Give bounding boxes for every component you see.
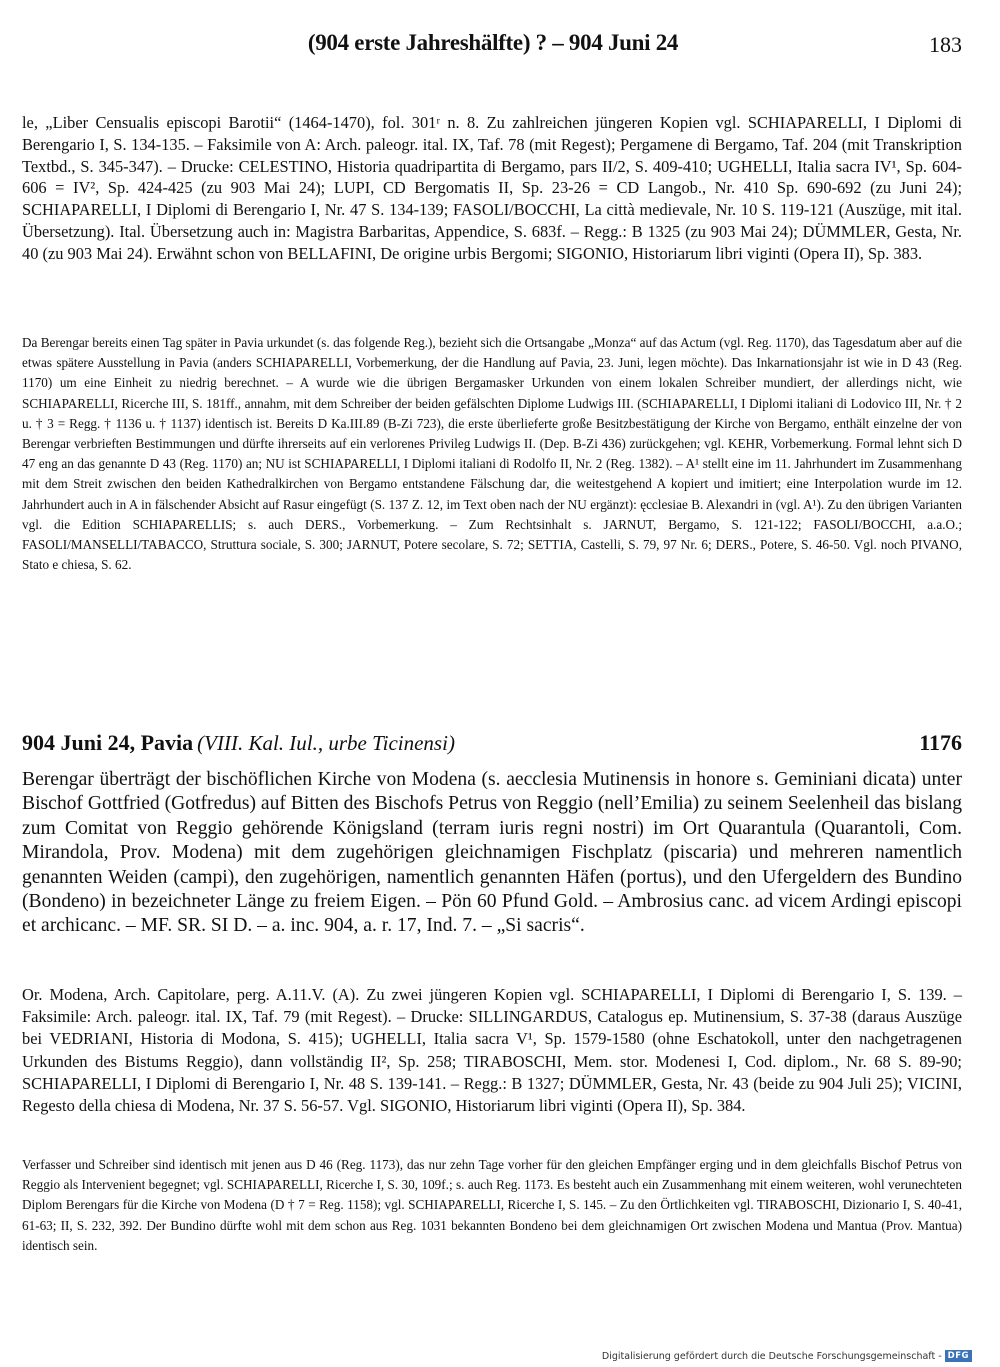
previous-entry-sources	[22, 112, 962, 265]
previous-entry-commentary	[22, 333, 962, 575]
footer-text: Digitalisierung gefördert durch die Deutsche Forschungsgemeinschaft -	[601, 1350, 942, 1362]
entry-number: 1176	[919, 730, 962, 755]
running-head	[24, 30, 962, 66]
entry-sources	[22, 984, 962, 1117]
regest-paragraph: Berengar überträgt der bischöflichen Kirche von Modena (s. aecclesia Mutinensis in honore s. Geminiani dicata) unter Bischof Gottfried (Gotfredus) auf Bitten des Bischofs Petrus von Reggio (nell’Emilia) zu seinem Seelenheil das bislang zum Comitat von Reggio gehörende Königsland (terram iuris regni nostri) im Ort Quarantula (Quarantoli, Com. Mirandola, Prov. Modena) mit dem zugehörigen gleichnamigen Fischplatz (piscaria) und mehreren namentlich genannten Weiden (campi), den zugehörigen, namentlich genannten Häfen (portus), und den Ufergeldern des Bundino (Bondeno) in bezeichneter Länge zu freiem Eigen. – Pön 60 Pfund Gold. – Ambrosius canc. ad vicem Ardingi episcopi et archicanc. – MF. SR. SI D. – a. inc. 904, a. r. 17, Ind. 7. – „Si sacris“.	[22, 769, 962, 937]
page-number: 183	[929, 32, 962, 57]
entry-commentary	[22, 1155, 962, 1256]
entry-date-place: 904 Juni 24, Pavia	[22, 730, 194, 755]
entry-heading	[22, 730, 962, 760]
sources-paragraph: le, „Liber Censualis episcopi Barotii“ (1464-1470), fol. 301ʳ n. 8. Zu zahlreichen jüngeren Kopien vgl. SCHIAPARELLI, I Diplomi di Berengario I, S. 134-135. – Faksimile von A: Arch. paleogr. ital. IX, Taf. 78 (mit Regest); Pergamene di Bergamo, Taf. 204 (mit Transkription Textbd., S. 345-347). – Drucke: CELESTINO, Historia quadripartita di Bergamo, pars II/2, S. 409-410; UGHELLI, Italia sacra IV¹, Sp. 604-606 = IV², Sp. 424-425 (zu 903 Mai 24); LUPI, CD Bergomatis II, Sp. 23-26 = CD Langob., Nr. 410 Sp. 690-692 (zu Juni 24); SCHIAPARELLI, I Diplomi di Berengario I, Nr. 47 S. 134-139; FASOLI/BOCCHI, La città medievale, Nr. 10 S. 119-121 (Auszüge, mit ital. Übersetzung). Ital. Übersetzung auch in: Magistra Barbaritas, Appendice, S. 683f. – Regg.: B 1325 (zu 903 Mai 24); DÜMMLER, Gesta, Nr. 40 (zu 903 Mai 24). Erwähnt schon von BELLAFINI, De origine urbis Bergomi; SIGONIO, Historiarum libri viginti (Opera II), Sp. 383.	[22, 113, 962, 263]
entry-regest	[22, 768, 962, 939]
sources-paragraph: Or. Modena, Arch. Capitolare, perg. A.11.V. (A). Zu zwei jüngeren Kopien vgl. SCHIAPARELLI, I Diplomi di Berengario I, S. 139. – Faksimile: Arch. paleogr. ital. IX, Taf. 79 (mit Regest). – Drucke: SILLINGARDUS, Catalogus ep. Mutinensium, S. 37-38 (daraus Auszüge bei VEDRIANI, Historia di Modona, S. 415); UGHELLI, Italia sacra V¹, Sp. 1579-1580 (ohne Eschatokoll, unter den nachgetragenen Urkunden des Bistums Reggio), dann vollständig II², Sp. 258; TIRABOSCHI, Mem. stor. Modenesi I, Cod. diplom., Nr. 68 S. 89-90; SCHIAPARELLI, I Diplomi di Berengario I, Nr. 48 S. 139-141. – Regg.: B 1327; DÜMMLER, Gesta, Nr. 43 (beide zu 904 Juli 25); VICINI, Regesto della chiesa di Modena, Nr. 37 S. 56-57. Vgl. SIGONIO, Historiarum libri viginti (Opera II), Sp. 384.	[22, 985, 962, 1116]
entry-dating-formula: (VIII. Kal. Iul., urbe Ticinensi)	[197, 731, 455, 755]
commentary-paragraph: Da Berengar bereits einen Tag später in Pavia urkundet (s. das folgende Reg.), bezieht sich die Ortsangabe „Monza“ auf das Actum (vgl. Reg. 1170), das Tagesdatum aber auf die etwas spätere Ausstellung in Pavia (anders SCHIAPARELLI, Vorbemerkung, der die Handlung auf Pavia, 23. Juni, legen möchte). Das Inkarnationsjahr ist wie in D 43 (Reg. 1170) um eine Einheit zu niedrig berechnet. – A wurde wie die übrigen Bergamasker Urkunden von einem lokalen Schreiber mundiert, der allerdings nicht, wie SCHIAPARELLI, Ricerche III, S. 181ff., annahm, mit dem Schreiber der beiden gefälschten Diplome Ludwigs III. (SCHIAPARELLI, I Diplomi italiani di Lodovico III, Nr. † 2 u. † 3 = Regg. † 1136 u. † 1137) identisch ist. Bereits D Ka.III.89 (B-Zi 723), die erste überlieferte große Besitzbestätigung der Kirche von Bergamo, enthält einzelne der von Berengar verbrieften Bestimmungen und dürfte ihrerseits auf ein verlorenes Privileg Ludwigs II. (Dep. B-Zi 436) zurückgehen; vgl. KEHR, Vorbemerkung. Formal lehnt sich D 47 eng an das genannte D 43 (Reg. 1170) an; NU ist SCHIAPARELLI, I Diplomi italiani di Rodolfo II, Nr. 2 (Reg. 1382). – A¹ stellt eine im 11. Jahrhundert im Zusammenhang mit dem Streit zwischen den beiden Kathedralkirchen von Bergamo entstandene Fälschung dar, die weitestgehend A kopiert und imitiert; eine Interpolation wurde im 12. Jahrhundert auch in A in fälschender Absicht auf Rasur eingefügt (S. 137 Z. 12, im Text oben nach der NU ergänzt): ęcclesiae B. Alexandri in (vgl. A¹). Zu den übrigen Varianten vgl. die Edition SCHIAPARELLIS; s. auch DERS., Vorbemerkung. – Zum Rechtsinhalt s. JARNUT, Bergamo, S. 121-122; FASOLI/BOCCHI, a.a.O.; FASOLI/MANSELLI/TABACCO, Struttura sociale, S. 300; JARNUT, Potere secolare, S. 72; SETTIA, Castelli, S. 79, 97 Nr. 6; DERS., Potere, S. 46-50. Vgl. noch PIVANO, Stato e chiesa, S. 62.	[22, 335, 962, 573]
running-title: (904 erste Jahreshälfte) ? – 904 Juni 24	[307, 30, 679, 55]
dfg-logo: DFG	[945, 1350, 972, 1362]
commentary-paragraph: Verfasser und Schreiber sind identisch mit jenen aus D 46 (Reg. 1173), das nur zehn Tage vorher für den gleichen Empfänger erging und in dem gleichfalls Bischof Petrus von Reggio als Intervenient begegnet; vgl. SCHIAPARELLI, Ricerche I, S. 30, 109f.; s. auch Reg. 1173. Es besteht auch ein Zusammenhang mit einem weiteren, wohl verunechteten Diplom Berengars für die Kirche von Modena (D † 7 = Reg. 1158); vgl. SCHIAPARELLI, Ricerche I, S. 145. – Zu den Örtlichkeiten vgl. TIRABOSCHI, Dizionario I, S. 40-41, 61-63; II, S. 232, 392. Der Bundino dürfte wohl mit dem schon aus Reg. 1031 bekannten Bondeno bei dem gleichnamigen Ort zwischen Modena und Mantua (Prov. Mantua) identisch sein.	[22, 1157, 962, 1253]
digitization-footer	[602, 1350, 972, 1362]
